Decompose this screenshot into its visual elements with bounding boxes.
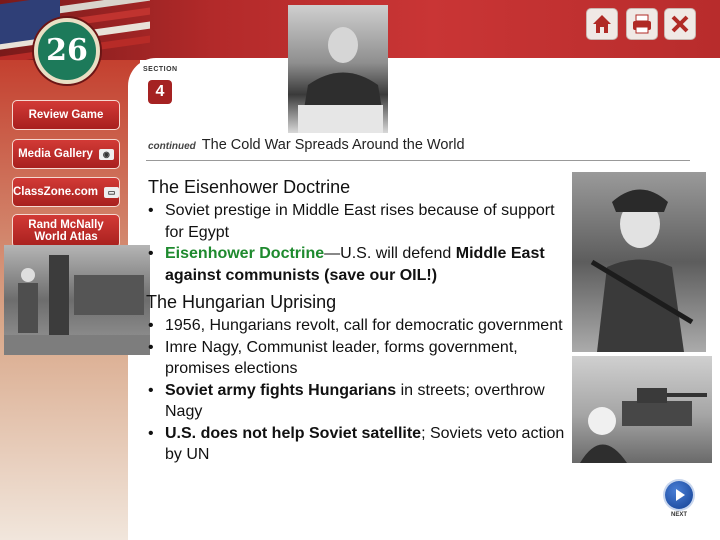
list-item: [146, 337, 568, 380]
bullet-bold-text: Soviet army fights Hungarians: [165, 381, 397, 399]
bullet-bold-text: Middle East against communists (save our OIL!): [165, 245, 545, 284]
section-number: 4: [148, 80, 172, 104]
play-arrow-icon: [665, 481, 693, 509]
classzone-label: ClassZone.com: [13, 186, 98, 198]
classzone-button[interactable]: [12, 177, 120, 207]
eisenhower-heading: The Eisenhower Doctrine: [148, 177, 351, 197]
bullet-text: in streets; overthrow Nagy: [165, 381, 545, 420]
media-gallery-button[interactable]: [12, 139, 120, 169]
media-gallery-label: Media Gallery: [18, 148, 93, 160]
list-item: [146, 423, 568, 466]
list-item: [146, 315, 568, 337]
review-game-label: Review Game: [28, 109, 104, 121]
soviet-tank-photo: [572, 356, 712, 463]
print-icon[interactable]: [626, 8, 658, 40]
hungarian-street-photo: [4, 245, 150, 355]
bullet-text: 1956, Hungarians revolt, call for democratic government: [165, 317, 563, 334]
girl-with-rifle-photo: [572, 172, 706, 352]
section-label: SECTION: [143, 66, 178, 73]
hungarian-heading: The Hungarian Uprising: [146, 292, 337, 312]
chapter-badge: 26: [34, 18, 100, 84]
heading-divider: [146, 160, 690, 161]
bullet-text: Imre Nagy, Communist leader, forms government, promises elections: [165, 338, 518, 377]
camera-icon: ◉: [99, 149, 114, 160]
hungarian-bullets: [146, 315, 568, 466]
slide-heading: [148, 137, 465, 153]
close-icon[interactable]: [664, 8, 696, 40]
review-game-button[interactable]: [12, 100, 120, 130]
bullet-text: Soviet prestige in Middle East rises because of support for Egypt: [165, 202, 555, 241]
eisenhower-bullets: [146, 200, 566, 286]
list-item: [146, 380, 568, 423]
term-eisenhower-doctrine: Eisenhower Doctrine: [165, 245, 325, 262]
next-label: NEXT: [671, 512, 688, 518]
list-item: [146, 243, 566, 286]
atlas-label: Rand McNally World Atlas: [28, 219, 104, 243]
screen-icon: ▭: [104, 187, 119, 198]
list-item: [146, 200, 566, 243]
next-button[interactable]: [665, 481, 693, 509]
bullet-text: ; Soviets veto action by UN: [165, 424, 565, 463]
home-icon[interactable]: [586, 8, 618, 40]
bullet-text: —U.S. will defend: [324, 245, 456, 262]
continued-label: continued: [148, 141, 196, 152]
atlas-button[interactable]: [12, 214, 120, 248]
slide-title: The Cold War Spreads Around the World: [201, 137, 465, 153]
eisenhower-photo: [288, 5, 388, 133]
bullet-bold-text: U.S. does not help Soviet satellite: [165, 424, 422, 442]
